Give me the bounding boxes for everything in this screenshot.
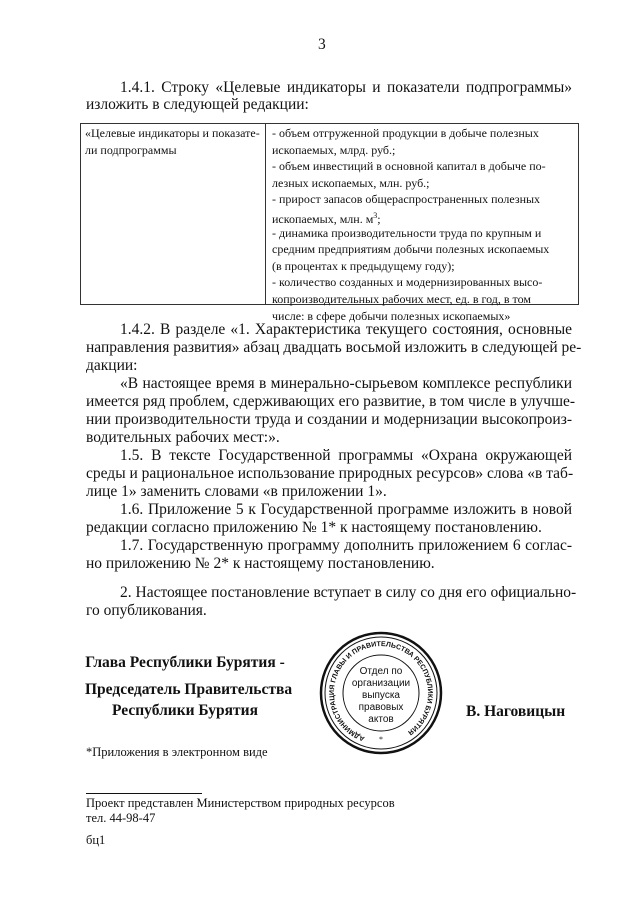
paragraph-1-4-1-line: 1.4.1. Строку «Целевые индикаторы и показатели подпрограммы»	[120, 79, 572, 96]
table-cell-right-text: ископаемых, млн. м	[272, 212, 374, 226]
paragraph-1-4-2-line: 1.4.2. В разделе «1. Характеристика текущего состояния, основные	[120, 321, 572, 338]
table-cell-right-text: средним предприятиям добычи полезных ископаемых	[272, 242, 550, 257]
table-cell-right-text: (в процентах к предыдущему году);	[272, 258, 455, 273]
page-number: 3	[318, 36, 326, 53]
table-cell-right-text: - количество созданных и модернизированных высо-	[272, 275, 543, 290]
paragraph-1-5-line: 1.5. В тексте Государственной программы «Охрана окружающей	[120, 447, 572, 464]
signature-title-line: Глава Республики Бурятия -	[85, 654, 285, 671]
stamp-center-line: актов	[368, 714, 394, 725]
punctuation: ;	[377, 212, 381, 226]
table-cell-right-line	[272, 291, 531, 308]
quote-line: «В настоящее время в минерально-сырьевом комплексе республики	[120, 375, 572, 392]
paragraph-1-5-line: лице 1» заменить словами «в приложении 1».	[86, 483, 387, 500]
stamp-center-line: правовых	[358, 702, 404, 713]
paragraph-1-7-line: 1.7. Государственную программу дополнить приложением 6 соглас-	[120, 537, 572, 554]
table-cell-right-line	[272, 125, 539, 142]
superscript: 3	[373, 211, 378, 220]
table-cell-right-line	[272, 241, 549, 258]
table-cell-right-line	[272, 142, 395, 159]
indicators-table	[80, 123, 579, 323]
table-cell-right-text: копроизводительных рабочих мест, ед. в год, в том	[272, 292, 531, 306]
paragraph-1-4-2-line: направления развития» абзац двадцать восьмой изложить в следующей ре-	[86, 339, 582, 356]
signature-title-line: Республики Бурятия	[112, 702, 258, 719]
table-cell-right-text: лезных ископаемых, млн. руб.;	[272, 175, 430, 190]
table-cell-right-text: - динамика производительности труда по крупным и	[272, 225, 542, 240]
paragraph-1-6-line: редакции согласно приложению № 1* к настоящему постановлению.	[86, 519, 542, 536]
paragraph-1-4-1-line: изложить в следующей редакции:	[86, 96, 309, 113]
footer-line: тел. 44-98-47	[86, 811, 156, 825]
stamp-center-line: выпуска	[362, 690, 400, 701]
footnote: *Приложения в электронном виде	[86, 745, 268, 759]
table-cell-left: «Целевые индикаторы и показате-	[85, 126, 260, 140]
table-cell-right-line	[272, 274, 542, 291]
paragraph-2-line: 2. Настоящее постановление вступает в силу со дня его официально-	[120, 584, 577, 601]
table-cell-left: ли подпрограммы	[85, 142, 177, 157]
quote-line: водительных рабочих мест:».	[86, 429, 280, 446]
table-cell-right-line	[272, 158, 546, 175]
paragraph-1-7-line: но приложению № 2* к настоящему постановлению.	[86, 555, 435, 572]
paragraph-1-5-line: среды и рациональное использование природных ресурсов» слова «в таб-	[86, 465, 574, 482]
quote-line: нии производительности труда и создании и модернизации высокопроиз-	[86, 411, 572, 428]
table-cell-right-text: числе: в сфере добычи полезных ископаемых»	[272, 308, 511, 323]
official-stamp	[318, 630, 444, 756]
footer-line: Проект представлен Министерством природных ресурсов	[86, 796, 395, 810]
paragraph-1-4-2-line: дакции:	[86, 357, 138, 374]
stamp-center-line: организации	[351, 678, 411, 689]
table-cell-right-line	[272, 175, 430, 192]
paragraph-1-6-line: 1.6. Приложение 5 к Государственной программе изложить в новой	[120, 501, 572, 518]
table-column-divider	[265, 124, 266, 304]
table-cell-right-text: ископаемых, млрд. руб.;	[272, 142, 396, 157]
stamp-center-line: Отдел по	[359, 666, 403, 677]
table-cell-right-text: - прирост запасов общераспространенных полезных	[272, 192, 541, 207]
footer-divider	[86, 793, 202, 794]
table-cell-right-text: - объем инвестиций в основной капитал в добыче по-	[272, 159, 546, 174]
signature-title-line: Председатель Правительства	[85, 681, 293, 698]
table-cell-right-line	[272, 191, 540, 208]
signatory-name: В. Наговицын	[466, 703, 566, 720]
stamp-ring-text: АДМИНИСТРАЦИЯ ГЛАВЫ И ПРАВИТЕЛЬСТВА РЕСПУБЛИКИ БУРЯТИЯ	[328, 640, 434, 742]
table-cell-right-text: - объем отгруженной продукции в добыче полезных	[272, 126, 539, 140]
paragraph-2-line: го опубликования.	[86, 602, 207, 619]
footer-line: бц1	[86, 833, 106, 847]
table-cell-right-line	[272, 258, 455, 275]
table-cell-right-line	[272, 225, 541, 242]
stamp-star-icon: *	[379, 735, 383, 744]
quote-line: имеется ряд проблем, сдерживающих его развитие, в том числе в улучше-	[86, 393, 576, 410]
